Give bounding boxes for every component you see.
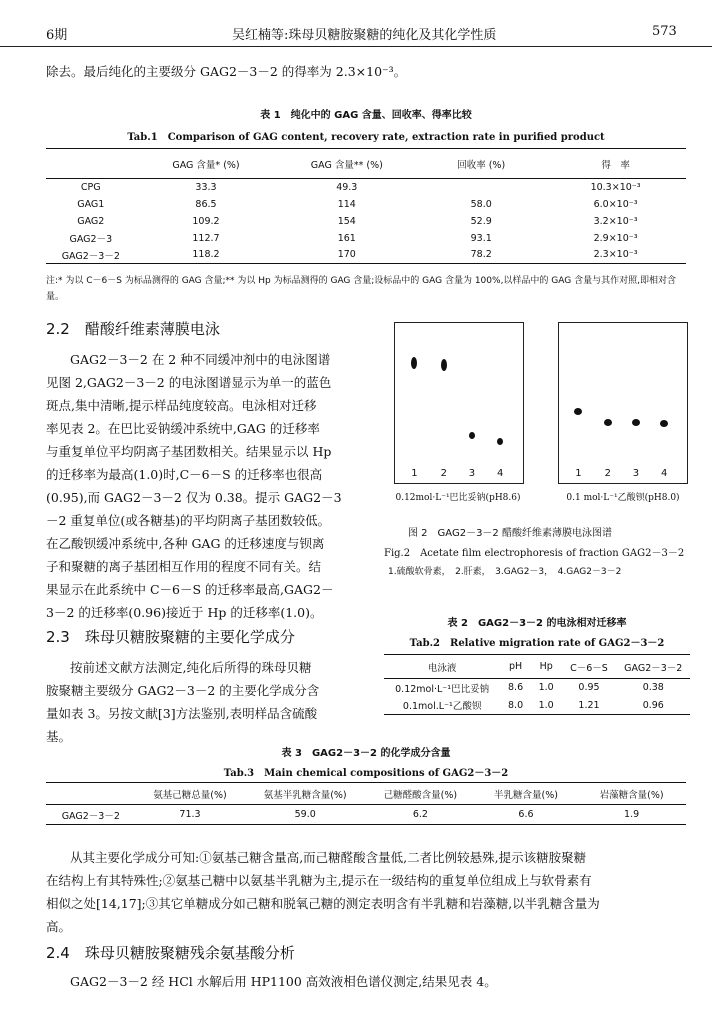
table-cell: 33.3 bbox=[195, 181, 217, 193]
table-row bbox=[384, 697, 690, 715]
table-cell: CPG bbox=[80, 181, 101, 193]
section-2-3-body bbox=[46, 656, 376, 748]
gel-spot bbox=[497, 438, 503, 445]
gel-left-label: 0.12mol·L⁻¹巴比妥钠(pH8.6) bbox=[395, 493, 521, 503]
table-cell: 0.38 bbox=[642, 682, 664, 694]
table-cell: 3.2×10⁻³ bbox=[593, 215, 638, 227]
gel-spot bbox=[411, 357, 417, 369]
intro-line: 除去。最后纯化的主要级分 GAG2－3－2 的得率为 2.3×10⁻³。 bbox=[46, 64, 407, 79]
gel-spot bbox=[574, 408, 582, 415]
table-cell: 6.6 bbox=[518, 809, 534, 820]
table-cell: 6.0×10⁻³ bbox=[593, 198, 638, 210]
body-line: 相似之处[14,17];③其它单糖成分如己糖和脱氧己糖的测定表明含有半乳糖和岩藻糖,以半乳糖含量为 bbox=[46, 896, 600, 911]
table-cell: 6.2 bbox=[412, 809, 428, 820]
body-line: (0.95),而 GAG2－3－2 仅为 0.38。提示 GAG2－3 bbox=[46, 490, 342, 505]
table-header-cell: GAG2－3－2 bbox=[624, 662, 683, 674]
table3-header-row bbox=[46, 783, 686, 805]
gel-spot bbox=[604, 419, 612, 426]
table-cell: 8.6 bbox=[508, 682, 524, 694]
table-cell: 154 bbox=[337, 215, 356, 227]
figure-2-caption-en: Fig.2 Acetate film electrophoresis of fraction GAG2－3－2 bbox=[384, 548, 685, 559]
table-cell: 109.2 bbox=[192, 215, 220, 227]
table-cell: 1.0 bbox=[538, 699, 554, 711]
body-line: 量如表 3。另按文献[3]方法鉴别,表明样品含硫酸 bbox=[46, 706, 318, 721]
table-cell: 1.21 bbox=[578, 699, 600, 711]
table-header-cell: 岩藻糖含量(%) bbox=[599, 789, 664, 801]
table-cell: 0.1mol.L⁻¹乙酸钡 bbox=[402, 701, 482, 713]
table-cell: 93.1 bbox=[470, 232, 492, 244]
table-cell: GAG2－3 bbox=[69, 234, 113, 245]
table2-header-row bbox=[384, 655, 690, 679]
body-line: 胺聚糖主要级分 GAG2－3－2 的主要化学成分含 bbox=[46, 683, 320, 698]
running-header bbox=[0, 22, 712, 47]
table-header-cell: GAG 含量* (%) bbox=[172, 159, 240, 171]
table-header-cell: GAG 含量** (%) bbox=[310, 159, 383, 171]
gel-spot bbox=[660, 420, 668, 427]
table-cell: 170 bbox=[337, 249, 356, 261]
table-header-cell: pH bbox=[508, 661, 523, 672]
table2 bbox=[384, 654, 690, 715]
table-row bbox=[46, 213, 686, 230]
table-cell: 10.3×10⁻³ bbox=[590, 181, 641, 193]
table3-title-en: Tab.3 Main chemical compositions of GAG2－3－2 bbox=[223, 768, 509, 779]
table-row bbox=[384, 679, 690, 697]
table1-note: 注:* 为以 C－6－S 为标品测得的 GAG 含量;** 为以 Hp 为标品测得的 GAG 含量;设标品中的 GAG 含量为 100%,以样品中的 GAG 含量与其作对照,即相对含量。 bbox=[46, 276, 676, 302]
table-cell: 58.0 bbox=[470, 198, 492, 210]
body-line: 与重复单位平均阴离子基团数相关。结果显示以 Hp bbox=[46, 444, 332, 459]
body-line: 果显示在此系统中 C－6－S 的迁移率最高,GAG2－ bbox=[46, 582, 334, 597]
lane-number: 1 bbox=[411, 468, 418, 479]
page-number: 573 bbox=[652, 24, 677, 39]
gel-spot bbox=[632, 419, 640, 426]
table-cell: 86.5 bbox=[195, 198, 217, 210]
body-line: 见图 2,GAG2－3－2 的电泳图谱显示为单一的蓝色 bbox=[46, 375, 332, 390]
section-2-2-heading: 2.2 醋酸纤维素薄膜电泳 bbox=[46, 320, 220, 338]
table-cell: 112.7 bbox=[192, 232, 220, 244]
table1-header-row bbox=[46, 149, 686, 179]
table-cell: 1.9 bbox=[624, 809, 640, 820]
body-line: －2 重复单位(或各糖基)的平均阴离子基团数较低。 bbox=[46, 513, 331, 528]
table-header-cell: 己糖醛酸含量(%) bbox=[383, 789, 458, 801]
table-header-cell: 半乳糖含量(%) bbox=[494, 789, 558, 801]
table-header-cell: 得 率 bbox=[601, 159, 630, 171]
table3 bbox=[46, 782, 686, 825]
body-line: 率见表 2。在巴比妥钠缓冲系统中,GAG 的迁移率 bbox=[46, 421, 320, 436]
body-line: 3－2 的迁移率(0.96)接近于 Hp 的迁移率(1.0)。 bbox=[46, 605, 323, 620]
figure-2-caption-cn: 图 2 GAG2－3－2 醋酸纤维素薄膜电泳图谱 bbox=[408, 528, 612, 539]
section-2-3-heading: 2.3 珠母贝糖胺聚糖的主要化学成分 bbox=[46, 628, 295, 646]
table-cell: 1.0 bbox=[538, 682, 554, 694]
table-row bbox=[46, 196, 686, 213]
gel-right-label: 0.1 mol·L⁻¹乙酸钡(pH8.0) bbox=[566, 493, 680, 503]
table-cell bbox=[417, 179, 545, 196]
table-cell: 0.95 bbox=[578, 682, 600, 694]
section-2-4-heading: 2.4 珠母贝糖胺聚糖残余氨基酸分析 bbox=[46, 944, 295, 962]
body-line: 斑点,集中清晰,提示样品纯度较高。电泳相对迁移 bbox=[46, 398, 317, 413]
table-row bbox=[46, 230, 686, 247]
table1-title-cn: 表 1 纯化中的 GAG 含量、回收率、得率比较 bbox=[260, 110, 472, 121]
section-2-4-line: GAG2－3－2 经 HCl 水解后用 HP1100 高效液相色谱仪测定,结果见表 4。 bbox=[70, 974, 497, 989]
table-header-cell: 电泳液 bbox=[427, 662, 457, 674]
table1-title-en: Tab.1 Comparison of GAG content, recovery rate, extraction rate in purified product bbox=[127, 132, 605, 143]
lane-number: 2 bbox=[440, 468, 447, 479]
table-row bbox=[46, 247, 686, 264]
table-cell: 78.2 bbox=[470, 249, 492, 261]
table-cell: 0.12mol·L⁻¹巴比妥钠 bbox=[395, 683, 490, 695]
lane-number: 3 bbox=[468, 468, 476, 479]
table-cell: 0.96 bbox=[642, 699, 664, 711]
body-line: 在结构上有其特殊性;②氨基己糖中以氨基半乳糖为主,提示在一级结构的重复单位组成上与软骨素有 bbox=[46, 873, 592, 888]
table-cell: 2.3×10⁻³ bbox=[593, 249, 638, 261]
table-cell: GAG2 bbox=[77, 215, 105, 227]
gel-spot bbox=[441, 359, 447, 371]
body-line: 高。 bbox=[46, 919, 72, 934]
table2-title-cn: 表 2 GAG2－3－2 的电泳相对迁移率 bbox=[447, 618, 627, 629]
table-header-cell: Hp bbox=[539, 661, 553, 672]
table-header-cell: 回收率 (%) bbox=[457, 159, 506, 171]
figure-2-legend: 1.硫酸软骨素， 2.肝素， 3.GAG2－3， 4.GAG2－3－2 bbox=[388, 567, 622, 577]
table-header-cell: 氨基半乳糖含量(%) bbox=[263, 789, 347, 801]
lane-number: 4 bbox=[660, 468, 668, 479]
table-cell: 52.9 bbox=[470, 215, 492, 227]
body-line: GAG2－3－2 在 2 种不同缓冲剂中的电泳图谱 bbox=[70, 352, 331, 367]
composition-discussion bbox=[46, 846, 696, 938]
table-header-cell bbox=[46, 783, 136, 805]
table-cell: 59.0 bbox=[294, 809, 316, 820]
table-cell: 118.2 bbox=[192, 249, 220, 261]
figure-2 bbox=[394, 322, 690, 522]
gel-right-panel bbox=[558, 322, 688, 484]
table-row bbox=[46, 805, 686, 825]
table2-title-en: Tab.2 Relative migration rate of GAG2－3－2 bbox=[409, 638, 665, 649]
table-cell: GAG2－3－2 bbox=[61, 810, 120, 822]
body-line: 在乙酸钡缓冲系统中,各种 GAG 的迁移速度与钡离 bbox=[46, 536, 325, 551]
table-row bbox=[46, 179, 686, 196]
lane-number: 1 bbox=[575, 468, 582, 479]
table-cell: 8.0 bbox=[508, 699, 524, 711]
body-line: 从其主要化学成分可知:①氨基己糖含量高,而己糖醛酸含量低,二者比例较悬殊,提示该糖胺聚糖 bbox=[70, 850, 587, 865]
table-header-cell: 氨基己糖总量(%) bbox=[153, 789, 227, 801]
running-title: 吴红楠等:珠母贝糖胺聚糖的纯化及其化学性质 bbox=[232, 28, 497, 43]
lane-number: 4 bbox=[496, 468, 504, 479]
table-header-cell bbox=[46, 149, 136, 179]
table-cell: GAG2－3－2 bbox=[61, 250, 120, 262]
body-line: 按前述文献方法测定,纯化后所得的珠母贝糖 bbox=[70, 660, 312, 675]
table-header-cell: C－6－S bbox=[570, 662, 608, 674]
body-line: 子和聚糖的离子基团相互作用的程度不同有关。结 bbox=[46, 559, 322, 574]
gel-left-panel bbox=[394, 322, 524, 484]
lane-number: 2 bbox=[604, 468, 611, 479]
table1 bbox=[46, 148, 686, 264]
table-cell: 2.9×10⁻³ bbox=[593, 232, 638, 244]
table-cell: 161 bbox=[337, 232, 356, 244]
section-2-2-body bbox=[46, 348, 376, 624]
table-cell: GAG1 bbox=[77, 198, 105, 210]
table-cell: 114 bbox=[337, 198, 356, 210]
table3-title-cn: 表 3 GAG2－3－2 的化学成分含量 bbox=[281, 748, 451, 759]
body-line: 的迁移率为最高(1.0)时,C－6－S 的迁移率也很高 bbox=[46, 467, 323, 482]
lane-number: 3 bbox=[632, 468, 640, 479]
table-cell: 71.3 bbox=[179, 809, 201, 820]
gel-spot bbox=[469, 432, 475, 439]
body-line: 基。 bbox=[46, 729, 72, 744]
table-cell: 49.3 bbox=[336, 181, 358, 193]
issue-number: 6期 bbox=[46, 28, 68, 43]
